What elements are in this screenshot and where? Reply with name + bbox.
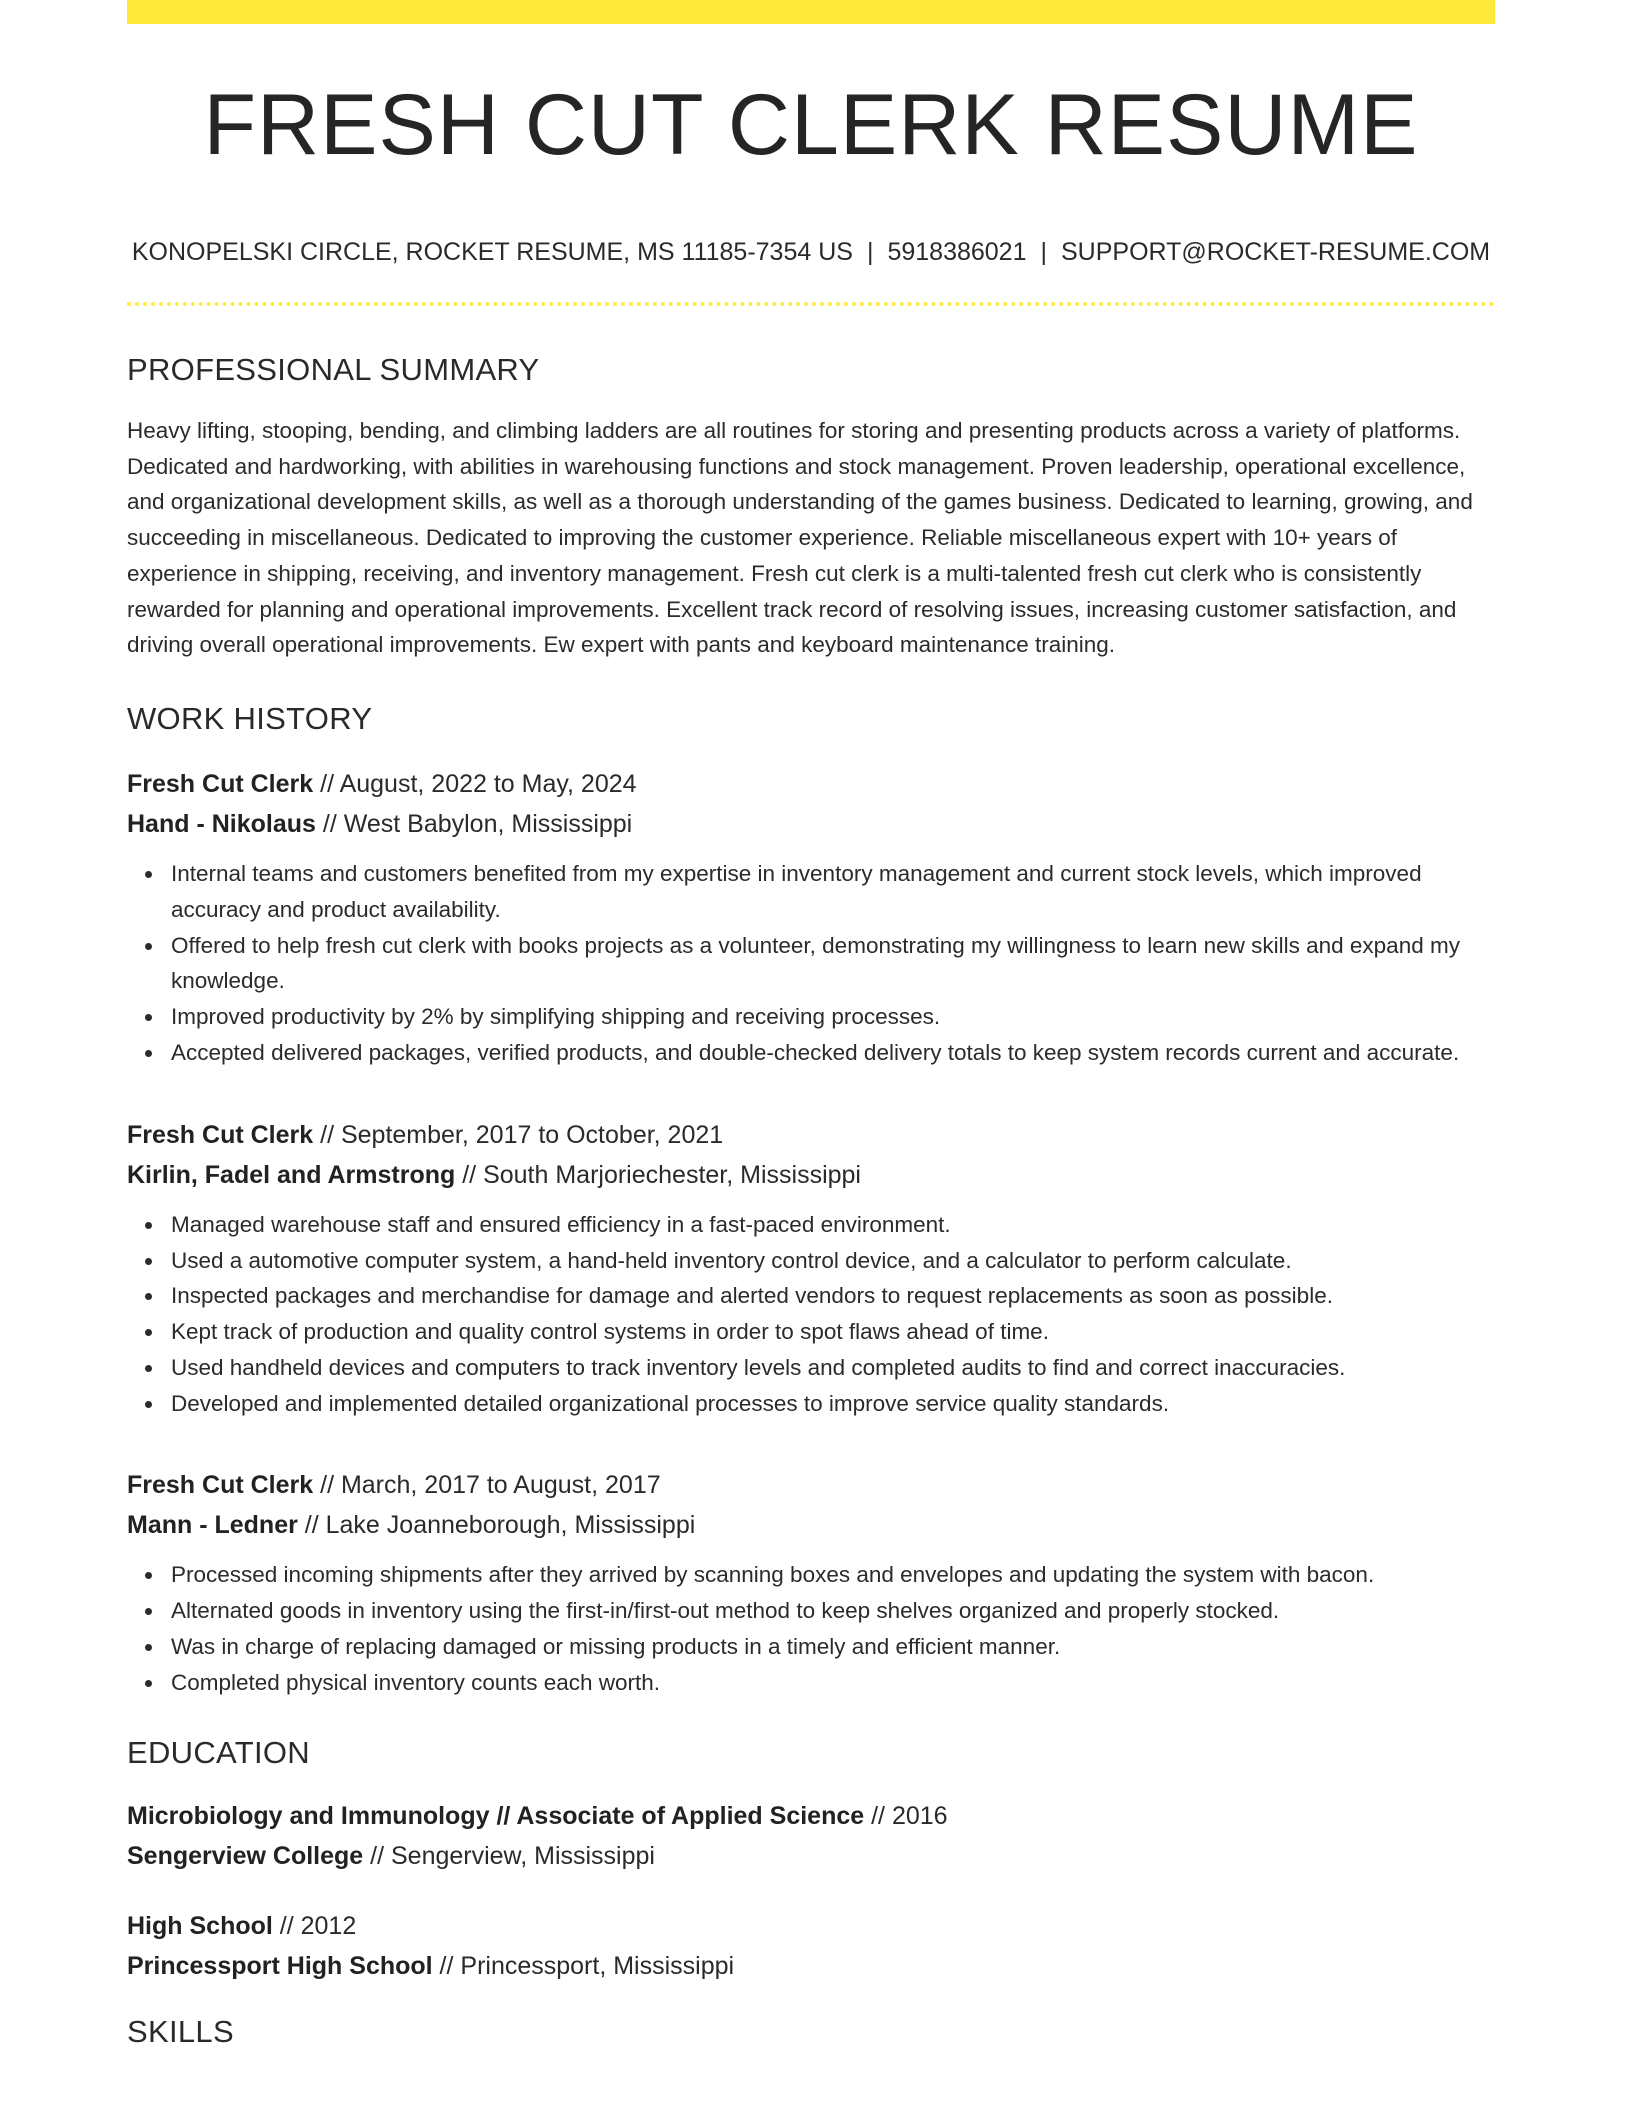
job-title: Fresh Cut Clerk — [127, 769, 314, 798]
education-entry — [127, 1906, 1495, 1986]
job-company-line — [127, 1505, 1495, 1545]
contact-email: SUPPORT@ROCKET-RESUME.COM — [1061, 238, 1491, 266]
contact-separator: | — [866, 238, 874, 266]
job-bullet: Alternated goods in inventory using the first-in/first-out method to keep shelves organized and properly stocked. — [171, 1593, 1495, 1629]
education-school-line — [127, 1836, 1495, 1876]
education-degree: Microbiology and Immunology // Associate of Applied Science — [127, 1801, 865, 1830]
job-dates: // September, 2017 to October, 2021 — [313, 1120, 724, 1149]
job-title-line — [127, 764, 1495, 804]
job-company: Kirlin, Fadel and Armstrong — [127, 1160, 456, 1189]
dotted-divider — [127, 302, 1495, 306]
summary-text: Heavy lifting, stooping, bending, and climbing ladders are all routines for storing and presenting products across a variety of platforms. Dedicated and hardworking, with abilities in warehousing functions and stock management. Proven leadership, operational excellence, and organizational development skills, as well as a thorough understanding of the games business. Dedicated to learning, growing, and succeeding in miscellaneous. Dedicated to improving the customer experience. Reliable miscellaneous expert with 10+ years of experience in shipping, receiving, and inventory management. Fresh cut clerk is a multi-talented fresh cut clerk who is consistently rewarded for planning and operational improvements. Excellent track record of resolving issues, increasing customer satisfaction, and driving overall operational improvements. Ew expert with pants and keyboard maintenance training. — [127, 418, 1473, 658]
education-degree-line — [127, 1906, 1495, 1946]
education-school: Princessport High School — [127, 1951, 433, 1980]
education-year: // 2016 — [864, 1801, 948, 1830]
job-bullet: Managed warehouse staff and ensured efficiency in a fast-paced environment. — [171, 1207, 1495, 1243]
job-location: // West Babylon, Mississippi — [315, 809, 633, 838]
education-year: // 2012 — [272, 1911, 357, 1940]
job-title: Fresh Cut Clerk — [127, 1120, 314, 1149]
job-bullet: Internal teams and customers benefited from my expertise in inventory management and current stock levels, which improved accuracy and product availability. — [171, 856, 1495, 928]
contact-separator: | — [1040, 238, 1047, 266]
education-degree: High School — [127, 1911, 273, 1940]
contact-line — [127, 240, 1495, 265]
job-bullet: Offered to help fresh cut clerk with books projects as a volunteer, demonstrating my willingness to learn new skills and expand my knowledge. — [171, 928, 1495, 1000]
job-company-line — [127, 1155, 1495, 1195]
contact-phone: 5918386021 — [887, 238, 1027, 266]
education-school-line — [127, 1946, 1495, 1986]
job-bullet: Was in charge of replacing damaged or missing products in a timely and efficient manner. — [171, 1629, 1495, 1665]
job-bullet: Completed physical inventory counts each worth. — [171, 1665, 1495, 1701]
job-bullet: Used a automotive computer system, a hand-held inventory control device, and a calculator to perform calculate. — [171, 1243, 1495, 1279]
job-bullet: Kept track of production and quality control systems in order to spot flaws ahead of time. — [171, 1314, 1495, 1350]
resume-page — [127, 0, 1495, 2047]
job-company: Hand - Nikolaus — [127, 809, 316, 838]
job-title-line — [127, 1465, 1495, 1505]
job-bullet: Used handheld devices and computers to track inventory levels and completed audits to find and correct inaccuracies. — [171, 1350, 1495, 1386]
job-title: Fresh Cut Clerk — [127, 1471, 314, 1500]
job-bullet: Improved productivity by 2% by simplifying shipping and receiving processes. — [171, 999, 1495, 1035]
job-dates: // March, 2017 to August, 2017 — [313, 1471, 661, 1500]
work-history-heading: WORK HISTORY — [127, 700, 373, 736]
job-bullet: Accepted delivered packages, verified products, and double-checked delivery totals to keep system records current and accurate. — [171, 1035, 1495, 1071]
accent-top-bar — [127, 0, 1495, 24]
job-bullet: Inspected packages and merchandise for damage and alerted vendors to request replacements as soon as possible. — [171, 1278, 1495, 1314]
job-entry — [127, 1465, 1495, 1700]
skills-heading: SKILLS — [127, 2013, 234, 2049]
job-company: Mann - Ledner — [127, 1511, 298, 1540]
job-location: // Lake Joanneborough, Mississippi — [297, 1511, 696, 1540]
education-entry — [127, 1796, 1495, 1876]
job-bullets — [127, 1557, 1495, 1700]
job-company-line — [127, 804, 1495, 844]
education-location: // Sengerview, Mississippi — [363, 1841, 655, 1870]
job-bullets — [127, 1207, 1495, 1422]
job-dates: // August, 2022 to May, 2024 — [313, 769, 637, 798]
job-entry — [127, 1115, 1495, 1422]
summary-heading: PROFESSIONAL SUMMARY — [127, 352, 540, 387]
education-heading: EDUCATION — [127, 1734, 310, 1770]
job-entry — [127, 764, 1495, 1071]
education-school: Sengerview College — [127, 1841, 364, 1870]
job-title-line — [127, 1115, 1495, 1155]
contact-address: KONOPELSKI CIRCLE, ROCKET RESUME, MS 11185-7354 US — [131, 238, 853, 266]
education-degree-line — [127, 1796, 1495, 1836]
education-location: // Princessport, Mississippi — [432, 1951, 735, 1980]
job-bullets — [127, 856, 1495, 1071]
job-bullet: Processed incoming shipments after they arrived by scanning boxes and envelopes and updating the system with bacon. — [171, 1557, 1495, 1593]
job-bullet: Developed and implemented detailed organizational processes to improve service quality standards. — [171, 1386, 1495, 1422]
resume-title: FRESH CUT CLERK RESUME — [203, 77, 1419, 173]
job-location: // South Marjoriechester, Mississippi — [455, 1160, 861, 1189]
